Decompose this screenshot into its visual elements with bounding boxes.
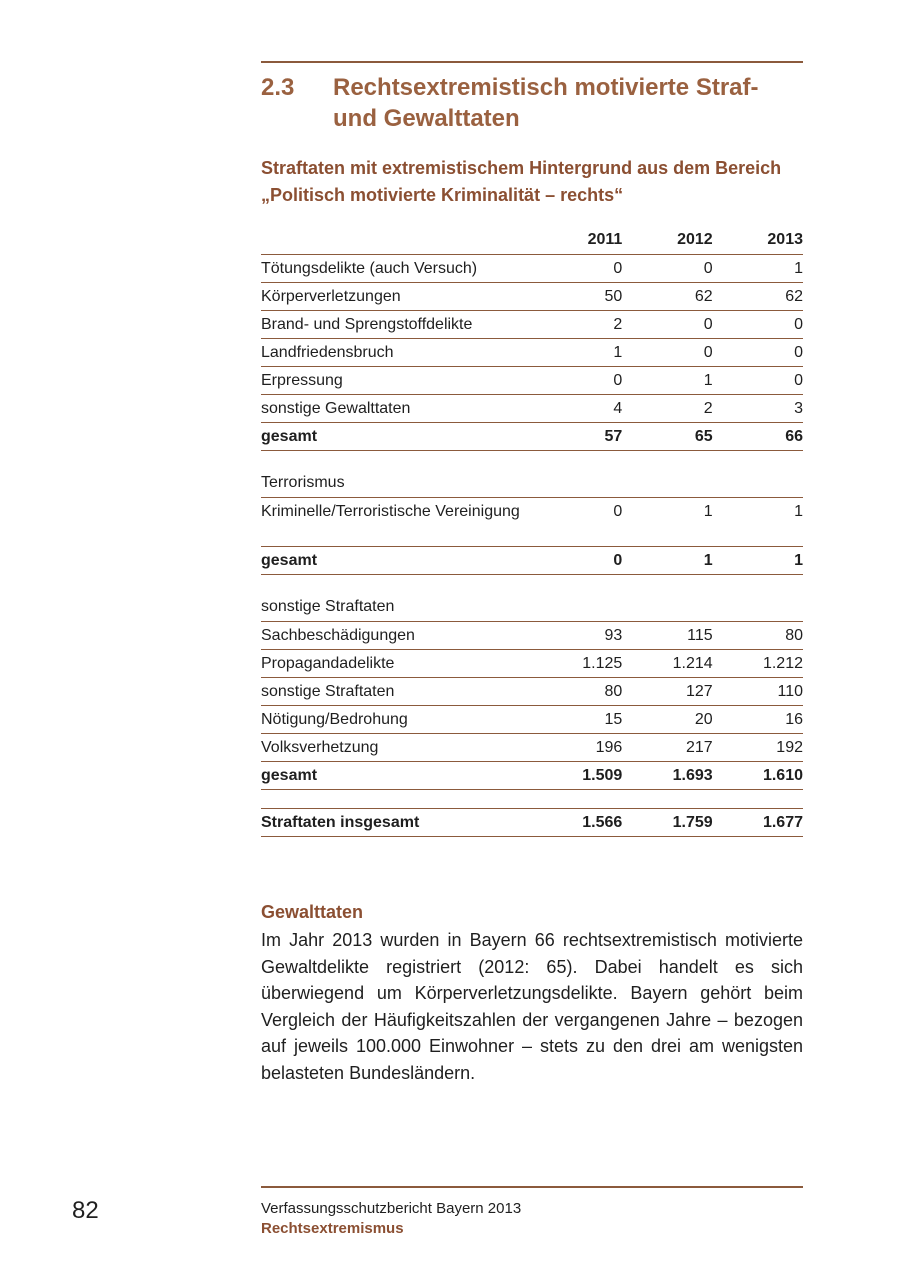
header-year-2011: 2011: [532, 226, 622, 255]
table-row: [261, 395, 803, 423]
spacer-row: [261, 575, 803, 594]
value-2011: 1: [532, 339, 622, 367]
section-number: 2.3: [261, 74, 295, 101]
header-year-2013: 2013: [713, 226, 803, 255]
terror-group-row: [261, 469, 803, 498]
violence-body-text: Im Jahr 2013 wurden in Bayern 66 rechtsextremistisch motivierte Gewaltdelikte registriert (2012: 65). Dabei handelt es sich überwiegend um Körperverletzungsdelikte. Bayern gehört beim Vergleich der Häufigkeitszahlen der vergangenen Jahre – bezogen auf jeweils 100.000 Einwohner – stets zu den drei am wenigsten belasteten Bundesländern.: [261, 930, 803, 1083]
table-row: [261, 734, 803, 762]
value-2013: 3: [713, 395, 803, 423]
row-label: Brand- und Sprengstoffdelikte: [261, 311, 532, 339]
other-group-row: [261, 593, 803, 622]
row-label: Tötungsdelikte (auch Versuch): [261, 255, 532, 283]
group-label: sonstige Straftaten: [261, 598, 395, 615]
row-label: Landfriedensbruch: [261, 339, 532, 367]
table-row: [261, 311, 803, 339]
violence-total-row: [261, 423, 803, 451]
row-label: Nötigung/Bedrohung: [261, 706, 532, 734]
value-2013: 0: [713, 367, 803, 395]
group-label: Terrorismus: [261, 474, 345, 491]
value-2011: 0: [532, 498, 622, 547]
value-2011: 2: [532, 311, 622, 339]
row-label: gesamt: [261, 423, 532, 451]
value-2012: 62: [622, 283, 712, 311]
header-year-2012: 2012: [622, 226, 712, 255]
header-label-cell: [261, 226, 532, 255]
value-2013: 1: [713, 498, 803, 547]
table-caption: Straftaten mit extremistischem Hintergrund aus dem Bereich „Politisch motivierte Kriminalität – rechts“: [261, 158, 782, 205]
value-2011: 15: [532, 706, 622, 734]
value-2013: 16: [713, 706, 803, 734]
row-label: sonstige Gewalttaten: [261, 395, 532, 423]
value-2012: 0: [622, 339, 712, 367]
footer-publication: Verfassungsschutzbericht Bayern 2013: [261, 1200, 522, 1217]
table-header-row: [261, 226, 803, 255]
row-label: Propagandadelikte: [261, 650, 532, 678]
value-2011: 57: [532, 423, 622, 451]
value-2012: 217: [622, 734, 712, 762]
value-2011: 4: [532, 395, 622, 423]
row-label: Volksverhetzung: [261, 734, 532, 762]
table-row: [261, 706, 803, 734]
value-2013: 62: [713, 283, 803, 311]
table-row: [261, 339, 803, 367]
page-number: 82: [72, 1197, 99, 1224]
row-label: Sachbeschädigungen: [261, 622, 532, 650]
row-label: sonstige Straftaten: [261, 678, 532, 706]
value-2011: 50: [532, 283, 622, 311]
value-2012: 65: [622, 423, 712, 451]
value-2011: 0: [532, 255, 622, 283]
crime-statistics-table: [261, 226, 803, 837]
value-2011: 196: [532, 734, 622, 762]
row-label: Straftaten insgesamt: [261, 809, 532, 837]
terror-total-row: [261, 547, 803, 575]
row-label: Erpressung: [261, 367, 532, 395]
value-2013: 1.610: [713, 762, 803, 790]
table-row: [261, 498, 803, 547]
section-title: Rechtsextremistisch motivierte Straf- und Gewalttaten: [333, 74, 759, 132]
value-2012: 127: [622, 678, 712, 706]
value-2011: 93: [532, 622, 622, 650]
value-2012: 1: [622, 547, 712, 575]
spacer-row: [261, 451, 803, 470]
value-2012: 0: [622, 255, 712, 283]
value-2012: 115: [622, 622, 712, 650]
value-2013: 66: [713, 423, 803, 451]
spacer-row: [261, 790, 803, 809]
row-label: Kriminelle/Terroristische Vereinigung: [261, 498, 532, 547]
value-2013: 1: [713, 547, 803, 575]
bottom-divider: [261, 1186, 803, 1188]
grand-total-row: [261, 809, 803, 837]
row-label: gesamt: [261, 547, 532, 575]
table-row: [261, 678, 803, 706]
value-2011: 1.566: [532, 809, 622, 837]
value-2012: 1.759: [622, 809, 712, 837]
value-2012: 20: [622, 706, 712, 734]
table-row: [261, 367, 803, 395]
value-2012: 1.693: [622, 762, 712, 790]
value-2013: 192: [713, 734, 803, 762]
table-row: [261, 650, 803, 678]
value-2013: 110: [713, 678, 803, 706]
violence-subheading: Gewalttaten: [261, 902, 364, 922]
value-2012: 0: [622, 311, 712, 339]
value-2011: 80: [532, 678, 622, 706]
value-2011: 0: [532, 367, 622, 395]
value-2013: 1: [713, 255, 803, 283]
value-2012: 1: [622, 367, 712, 395]
value-2013: 0: [713, 311, 803, 339]
table-row: [261, 255, 803, 283]
value-2012: 2: [622, 395, 712, 423]
value-2011: 1.509: [532, 762, 622, 790]
row-label: Körperverletzungen: [261, 283, 532, 311]
value-2013: 80: [713, 622, 803, 650]
table-row: [261, 283, 803, 311]
footer-chapter: Rechtsextremismus: [261, 1220, 404, 1237]
value-2011: 0: [532, 547, 622, 575]
value-2013: 1.677: [713, 809, 803, 837]
row-label: gesamt: [261, 762, 532, 790]
value-2012: 1: [622, 498, 712, 547]
table-row: [261, 622, 803, 650]
value-2013: 1.212: [713, 650, 803, 678]
value-2012: 1.214: [622, 650, 712, 678]
top-divider: [261, 61, 803, 63]
other-total-row: [261, 762, 803, 790]
value-2013: 0: [713, 339, 803, 367]
value-2011: 1.125: [532, 650, 622, 678]
